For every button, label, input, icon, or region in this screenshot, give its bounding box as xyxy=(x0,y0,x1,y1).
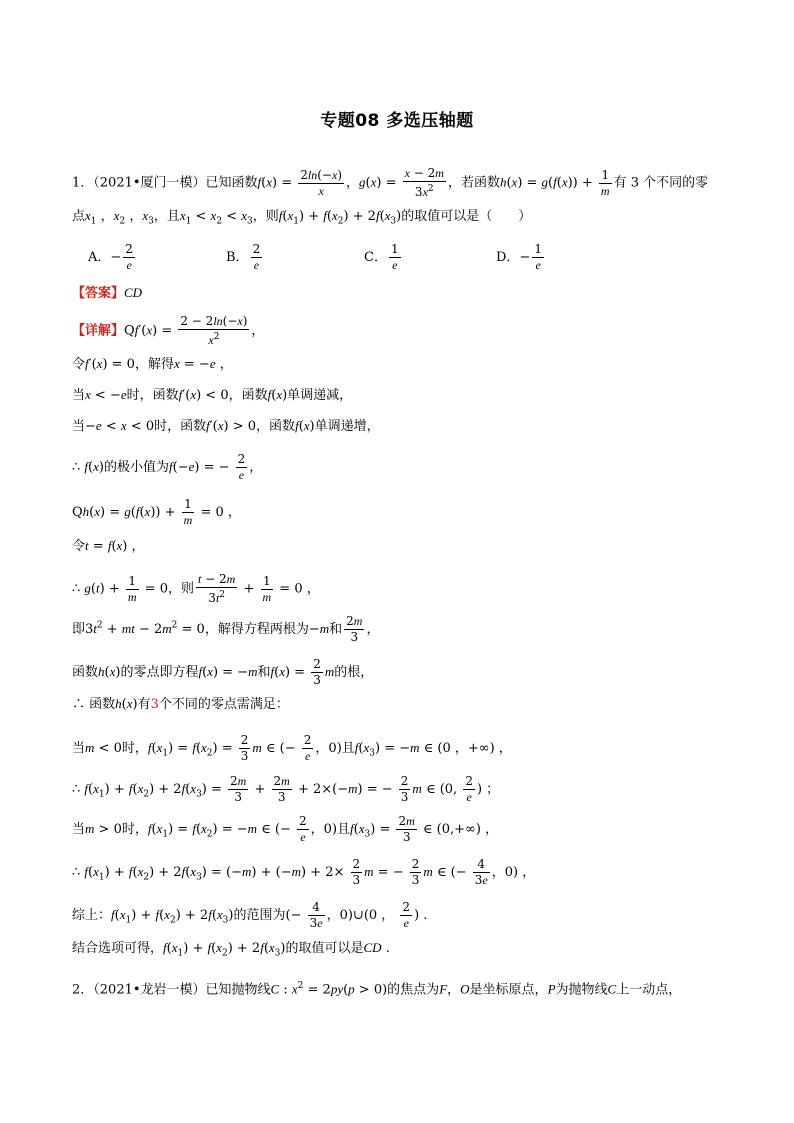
detail-line-5: ∴ f(x)的极小值为f(−e) = − $\frac{2}{e}$ ， xyxy=(72,452,263,482)
detail-line-14: 当m > 0时，$f(x_1) = f(x_2) = -m$ ∈ (− $\frac{2}{e}$ ，0)且$f(x_3)$ = $\frac{2m}{3}$ ∈ (0,+∞) ， xyxy=(72,814,499,844)
detail-line-8: ∴ g(t) + $\frac{1}{m}$ = 0，则 $\frac{t - 2m}{3t^2}$ + $\frac{1}{m}$ = 0 ， xyxy=(72,572,320,605)
detail-line-13: ∴ $f(x_1) + f(x_2) + 2f(x_3)$ = $\frac{2m}{3}$ + $\frac{2m}{3}$ + 2×(−m) = − $\frac{2}{3}$ m ∈ (0, $\frac{2}{e}$ ) ； xyxy=(72,774,500,804)
question-1-line-1: 1．（2021•厦门一模）已知函数f(x) = $\frac{2\ln(-x)}{x}$ ，g(x) = $\frac{x - 2m}{3x^2}$ ，若函数h(x) = g(f(x)) + $\frac{1}{m}$ 有 3 个不同的零 xyxy=(72,166,709,199)
detail-line-16: 综上：$f(x_1) + f(x_2) + 2f(x_3)$的范围为(− $\frac{4}{3e}$ ，0)∪(0 ， $\frac{2}{e}$ ) . xyxy=(72,900,428,930)
detail-line-10: 函数h(x)的零点即方程f(x) = −m和f(x) = $\frac{2}{3}$ m的根， xyxy=(72,657,374,687)
detail-line-6: Qh(x) = g(f(x)) + $\frac{1}{m}$ = 0 ， xyxy=(72,497,241,527)
question-1-line-2: 点$x_1$ ，$x_2$ ，$x_3$，且$x_1 < x_2 < x_3$，则$f(x_1) + f(x_2) + 2f(x_3)$的取值可以是（ ） xyxy=(72,208,532,227)
option-a: A．− $\frac{2}{e}$ xyxy=(88,242,133,272)
detail-line-11: ∴ 函数h(x)有3个不同的零点需满足： xyxy=(72,696,289,712)
detail-line-1: 【详解】Qf′(x) = $\frac{2 - 2\ln(-x)}{x^2}$ ， xyxy=(72,314,265,347)
fraction: $\frac{1}{m}$ xyxy=(600,167,610,198)
detail-line-7: 令t = f(x) ， xyxy=(72,538,145,554)
option-d: D．− $\frac{1}{e}$ xyxy=(496,242,542,272)
detail-line-9: 即$3t^2$ + mt − $2m^2 = 0$，解得方程两根为−m和 $\frac{2m}{3}$ ， xyxy=(72,614,380,644)
detail-line-2: 令f′(x) = 0，解得x = −e ， xyxy=(72,356,233,372)
page-title: 专题08 多选压轴题 xyxy=(320,111,474,131)
question-1-intro: 1．（2021•厦门一模）已知函数 xyxy=(72,175,258,191)
detail-line-15: ∴ $f(x_1) + f(x_2) + 2f(x_3) = (-m) + (-m) + 2\times$ $\frac{2}{3}$ m = − $\frac{2}{3}$ m ∈ (− $\frac{4}{3e}$ ，0) ， xyxy=(72,857,536,887)
option-b: B． $\frac{2}{e}$ xyxy=(226,242,261,272)
answer-value: CD xyxy=(124,285,143,300)
fraction: $\frac{x - 2m}{3x^2}$ xyxy=(404,166,444,199)
detail-line-4: 当−e < x < 0时，函数f′(x) > 0，函数f(x)单调递增， xyxy=(72,418,380,434)
detail-line-3: 当x < −e时，函数f′(x) < 0，函数f(x)单调递减， xyxy=(72,387,353,403)
answer-tag: 【答案】 xyxy=(72,286,125,301)
fraction: $\frac{2\ln(-x)}{x}$ xyxy=(300,167,342,198)
detail-line-17: 结合选项可得，$f(x_1) + f(x_2) + 2f(x_3)$的取值可以是CD . xyxy=(72,940,390,959)
detail-tag: 【详解】 xyxy=(72,323,125,339)
answer-line xyxy=(72,283,142,304)
question-2-line-1: 2．（2021•龙岩一模）已知抛物线C : $x^2 = 2py(p > 0)$的焦点为F，O是坐标原点，P为抛物线C上一动点， xyxy=(72,981,682,998)
option-c: C． $\frac{1}{e}$ xyxy=(364,242,399,272)
detail-line-12: 当m < 0时，$f(x_1) = f(x_2)$ = $\frac{2}{3}$ m ∈ (− $\frac{2}{e}$ ，0)且$f(x_3) = -m$ ∈ (0 ，+∞) ， xyxy=(72,733,512,763)
